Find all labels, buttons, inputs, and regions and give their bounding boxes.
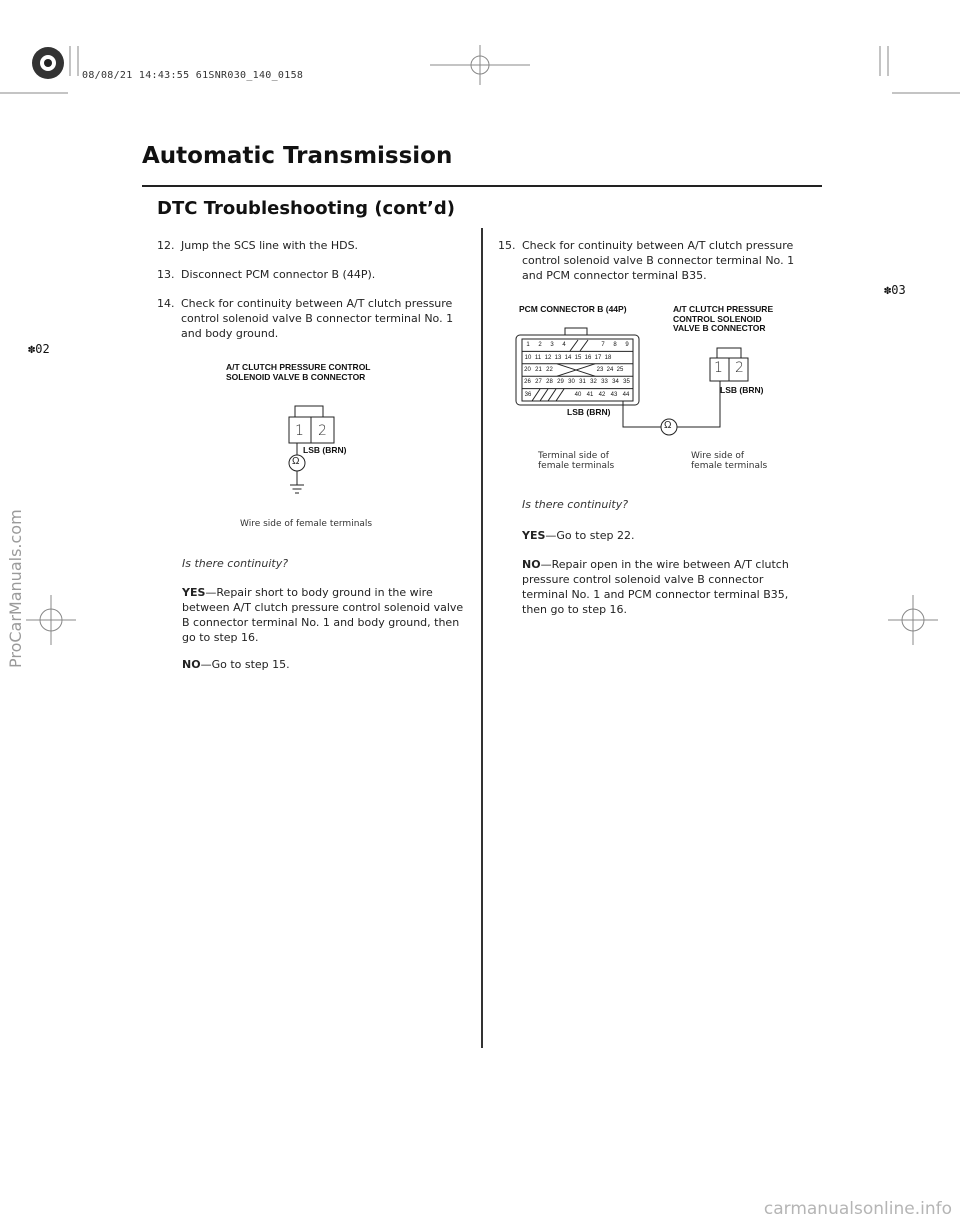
step-text: control solenoid valve B connector terminal No. 1 [522,254,795,267]
pcm-pin: 33 [601,379,608,386]
sol-pin-1-label: 1 [714,360,723,376]
solenoid-wire-label: LSB (BRN) [720,385,764,395]
step-number: 15. [498,239,516,252]
step-15 [498,238,818,283]
pcm-pin: 36 [524,391,532,398]
pcm-pin: 18 [604,354,612,361]
pcm-footer: Terminal side of female terminals [538,451,615,471]
step-text: and PCM connector terminal B35. [522,269,707,282]
yes-label: YES [182,586,206,599]
pcm-pin: 4 [562,342,566,349]
solenoid-footer: Wire side of female terminals [691,451,768,471]
pcm-pin: 32 [590,379,597,386]
step-text: control solenoid valve B connector terminal No. 1 [181,312,454,325]
pcm-row-4 [522,376,633,388]
yes-answer: YES—Repair short to body ground in the wire between A/T clutch pressure control solenoid valve B connector terminal No. 1 and body ground, then go to step 16. [182,586,464,644]
step-number: 12. [157,239,175,252]
margin-mark-left: ✽02 [28,342,50,356]
pcm-pin: 34 [612,379,619,386]
pcm-pin: 16 [584,354,592,361]
pin-1-label: 1 [295,423,304,439]
margin-mark-right: ✽03 [884,283,906,297]
yes-answer: YES—Go to step 22. [522,529,635,542]
pcm-row-1 [522,339,633,351]
ohmmeter-symbol: Ω [292,456,300,467]
no-answer: NO—Go to step 15. [182,658,290,671]
step-text: and body ground. [181,327,279,340]
pcm-pin: 24 [606,366,614,373]
pcm-pin: 9 [625,342,629,349]
step-13 [157,267,467,282]
pcm-pin: 22 [546,366,553,373]
pcm-pin: 43 [610,391,618,398]
header-rule [142,185,822,187]
section-title: Automatic Transmission [142,143,453,169]
pin-2-label: 2 [318,423,327,439]
pcm-pin: 35 [623,379,630,386]
pcm-pin: 2 [538,342,542,349]
pcm-pin: 10 [524,354,532,361]
question: Is there continuity? [522,498,629,511]
pcm-wire-label: LSB (BRN) [567,407,611,417]
bottom-watermark: carmanualsonline.info [763,1199,952,1219]
pcm-pin: 20 [524,366,531,373]
step-number: 13. [157,268,175,281]
pcm-pin: 3 [550,342,554,349]
pcm-pin: 26 [524,379,531,386]
step-12 [157,238,467,253]
step-text: Check for continuity between A/T clutch pressure [522,239,794,252]
pcm-pin: 40 [574,391,582,398]
connector-caption: A/T CLUTCH PRESSURE CONTROL SOLENOID VALVE B CONNECTOR [226,362,371,382]
pcm-pin: 41 [586,391,594,398]
ohmmeter-symbol: Ω [664,420,672,431]
pcm-row-5 [522,389,633,401]
question: Is there continuity? [182,557,289,570]
side-watermark: ProCarManuals.com [6,509,25,668]
pcm-row-2 [522,351,633,363]
pcm-pin: 23 [596,366,604,373]
step-text: Disconnect PCM connector B (44P). [181,268,376,281]
print-stamp: 08/08/21 14:43:55 61SNR030_140_0158 [82,70,304,81]
step-text: Check for continuity between A/T clutch pressure [181,297,453,310]
solenoid-connector-caption: A/T CLUTCH PRESSURE CONTROL SOLENOID VALVE B CONNECTOR [673,304,774,333]
wire-label: LSB (BRN) [303,445,347,455]
step-number: 14. [157,297,175,310]
page-subtitle: DTC Troubleshooting (cont’d) [157,198,455,219]
pcm-pin: 8 [613,342,617,349]
pcm-pin: 15 [574,354,582,361]
diagram-footer: Wire side of female terminals [240,519,373,529]
pcm-pin: 21 [535,366,542,373]
pcm-pin: 30 [568,379,575,386]
no-answer: NO—Repair open in the wire between A/T clutch pressure control solenoid valve B connector terminal No. 1 and PCM connector terminal B35, then go to step 16. [522,558,789,616]
no-label: NO [522,558,541,571]
pcm-pin: 42 [598,391,606,398]
pcm-pin: 28 [546,379,553,386]
pcm-pin: 1 [526,342,530,349]
pcm-pin: 31 [579,379,586,386]
pcm-pin: 7 [601,342,605,349]
pcm-pin: 25 [616,366,624,373]
pcm-pin: 14 [564,354,572,361]
yes-label: YES [522,529,546,542]
pcm-pin-grid [522,339,633,401]
pcm-pin: 11 [534,354,542,361]
pcm-row-3 [522,364,633,376]
pcm-pin: 29 [557,379,564,386]
no-label: NO [182,658,201,671]
pcm-pin: 12 [544,354,552,361]
pcm-pin: 44 [622,391,630,398]
pcm-pin: 13 [554,354,562,361]
step-14 [157,296,477,341]
sol-pin-2-label: 2 [735,360,744,376]
step-text: Jump the SCS line with the HDS. [181,239,359,252]
pcm-pin: 17 [594,354,602,361]
pcm-pin: 27 [535,379,542,386]
pcm-connector-caption: PCM CONNECTOR B (44P) [519,304,627,314]
